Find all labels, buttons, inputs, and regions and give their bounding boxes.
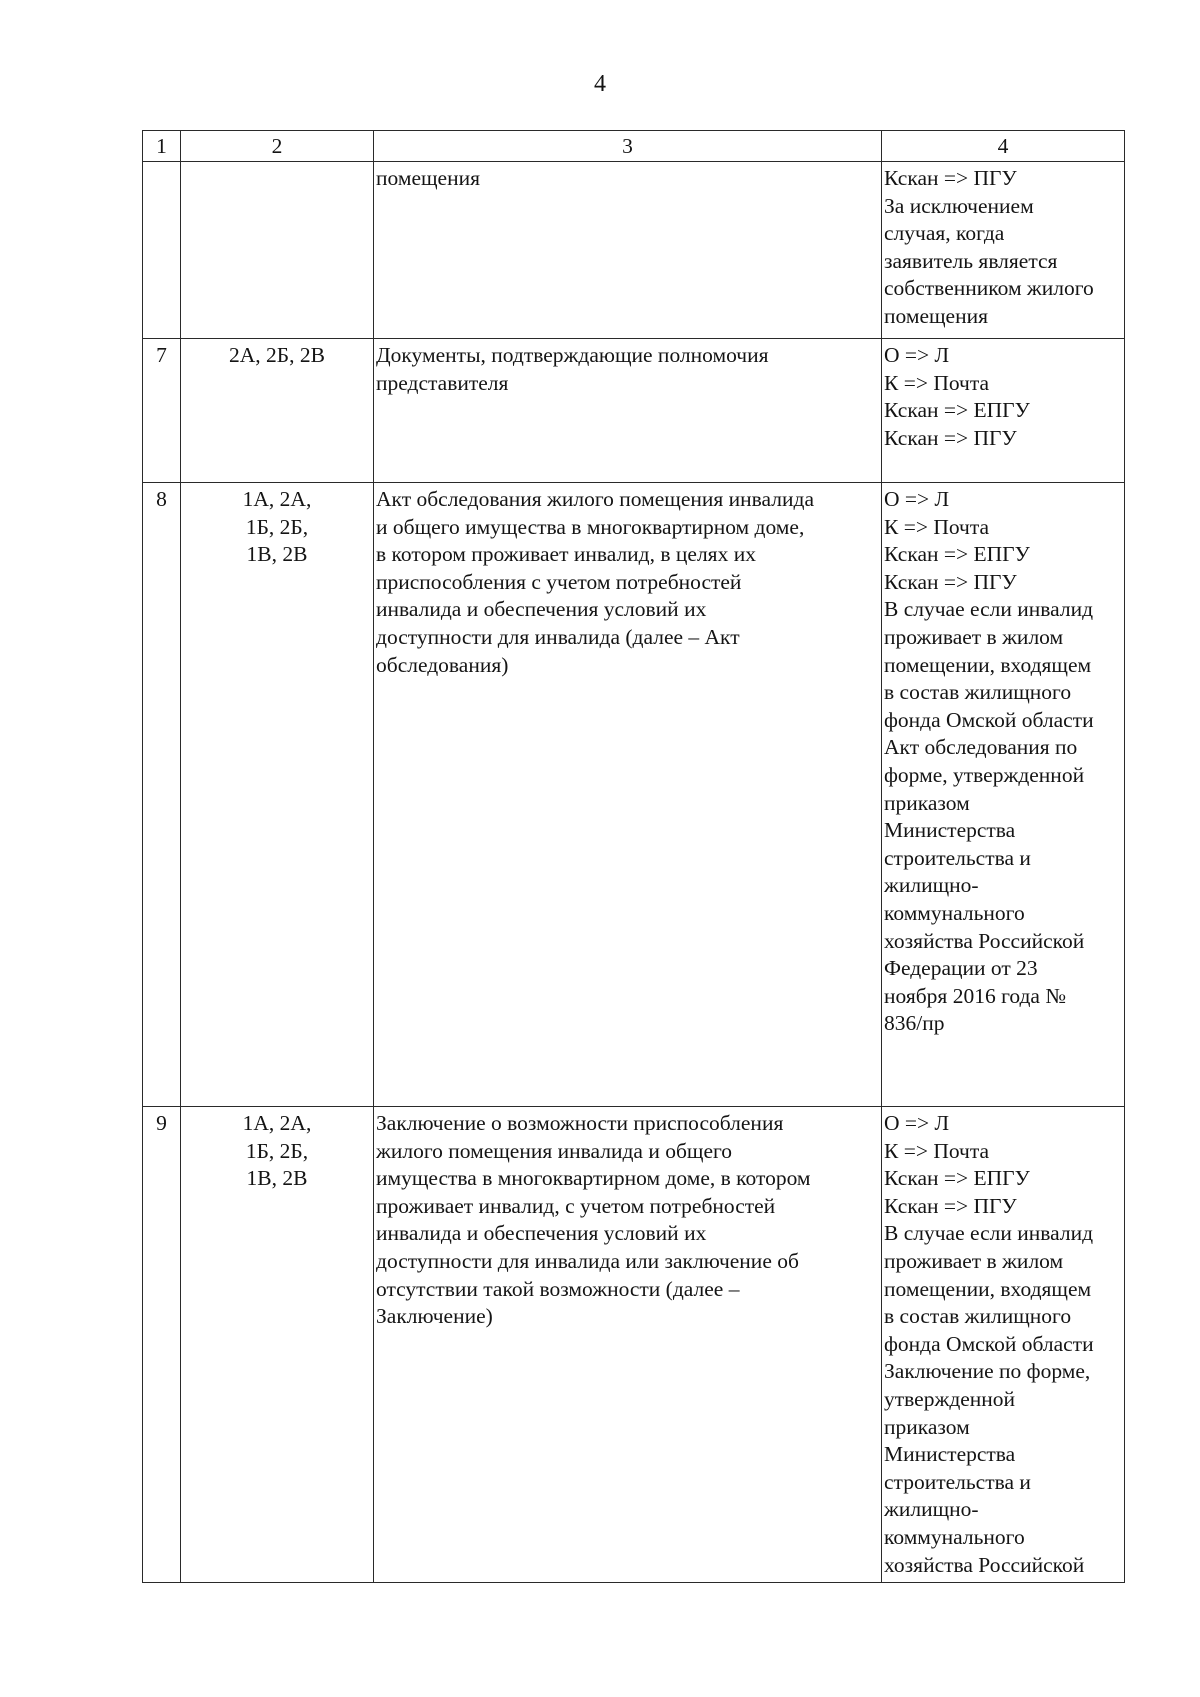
cell-line: 1А, 2А, [242,487,312,511]
table-row [143,339,1125,483]
document-description-cell [374,162,882,339]
submission-methods-cell [882,339,1125,483]
cell-line: в котором проживает инвалид, в целях их [376,542,756,567]
page-number: 4 [594,71,606,97]
cell-line: коммунального [884,1524,1025,1549]
cell-line: коммунального [884,900,1025,925]
cell-line: утвержденной [884,1386,1016,1411]
submission-methods-cell [882,162,1125,339]
cell-line: фонда Омской области [884,707,1094,732]
cell-line: Министерства [884,818,1016,843]
cell-line: К => Почта [884,514,990,539]
cell-line: 1А, 2А, [242,1111,312,1135]
cell-line: проживает в жилом [884,624,1064,649]
submission-methods-cell [882,1107,1125,1583]
header-col-4: 4 [882,131,1125,162]
document-description-cell [374,1107,882,1583]
cell-line: Министерства [884,1442,1016,1467]
cell-line: жилого помещения инвалида и общего [376,1138,733,1163]
cell-line: обследования) [376,652,509,677]
applicant-codes-cell [181,1107,374,1583]
cell-line: Кскан => ЕПГУ [884,542,1030,567]
cell-line: ноября 2016 года № [884,983,1066,1008]
cell-line: Акт обследования жилого помещения инвалида [376,487,814,511]
cell-line: фонда Омской области [884,1331,1094,1356]
cell-line: Акт обследования по [884,735,1078,760]
cell-line: Кскан => ЕПГУ [884,398,1030,423]
cell-line: отсутствии такой возможности (далее – [376,1276,740,1301]
row-number-cell: 8 [143,483,181,1107]
cell-line: строительства и [884,845,1031,870]
cell-line: заявитель является [884,248,1058,273]
cell-line: инвалида и обеспечения условий их [376,1221,707,1246]
cell-line: случая, когда [884,221,1005,246]
cell-line: Кскан => ПГУ [884,1193,1017,1218]
cell-line: приказом [884,1414,970,1439]
applicant-codes-cell [181,483,374,1107]
table-row [143,1107,1125,1583]
document-description-cell [374,483,882,1107]
cell-line: Документы, подтверждающие полномочия [376,343,769,367]
cell-line: Заключение по форме, [884,1359,1091,1384]
cell-line: помещении, входящем [884,1276,1092,1301]
row-number-cell: 7 [143,339,181,483]
applicant-codes-cell [181,339,374,483]
cell-line: помещения [884,303,988,328]
cell-line: приспособления с учетом потребностей [376,569,742,594]
table-row [143,162,1125,339]
cell-line: В случае если инвалид [884,1221,1094,1246]
table-header-row [143,131,1125,162]
cell-line: Федерации от 23 [884,956,1038,981]
header-col-2: 2 [181,131,374,162]
cell-line: О => Л [884,1111,950,1135]
cell-line: хозяйства Российской [884,1552,1085,1577]
cell-line: 2А, 2Б, 2В [229,343,325,367]
cell-line: представителя [376,370,509,395]
cell-line: жилищно- [884,1497,979,1522]
cell-line: имущества в многоквартирном доме, в котором [376,1166,811,1191]
applicant-codes-cell [181,162,374,339]
cell-line: В случае если инвалид [884,597,1094,622]
row-number-cell: 9 [143,1107,181,1583]
cell-line: 1Б, 2Б, [245,514,309,539]
cell-line: жилищно- [884,873,979,898]
cell-line: Заключение) [376,1304,493,1329]
submission-methods-cell [882,483,1125,1107]
cell-line: инвалида и обеспечения условий их [376,597,707,622]
cell-line: проживает инвалид, с учетом потребностей [376,1193,776,1218]
header-col-1: 1 [143,131,181,162]
cell-line: К => Почта [884,370,990,395]
cell-line: приказом [884,790,970,815]
cell-line: строительства и [884,1469,1031,1494]
cell-line: форме, утвержденной [884,762,1085,787]
cell-line: О => Л [884,343,950,367]
cell-line: 1В, 2В [246,542,308,567]
table-row [143,483,1125,1107]
cell-line: доступности для инвалида (далее – Акт [376,624,740,649]
row-number-cell [143,162,181,339]
cell-line: в состав жилищного [884,1304,1072,1329]
cell-line: Кскан => ПГУ [884,425,1017,450]
cell-line: Кскан => ПГУ [884,569,1017,594]
cell-line: О => Л [884,487,950,511]
cell-line: 1Б, 2Б, [245,1138,309,1163]
cell-line: 1В, 2В [246,1166,308,1191]
cell-line: 836/пр [884,1011,945,1036]
cell-line: помещения [376,166,480,190]
cell-line: За исключением [884,193,1034,218]
header-col-3: 3 [374,131,882,162]
cell-line: и общего имущества в многоквартирном доме, [376,514,805,539]
cell-line: доступности для инвалида или заключение об [376,1248,799,1273]
cell-line: проживает в жилом [884,1248,1064,1273]
cell-line: в состав жилищного [884,680,1072,705]
cell-line: К => Почта [884,1138,990,1163]
document-description-cell [374,339,882,483]
documents-table [142,130,1125,1583]
cell-line: Кскан => ЕПГУ [884,1166,1030,1191]
cell-line: собственником жилого [884,276,1094,301]
cell-line: помещении, входящем [884,652,1092,677]
cell-line: Кскан => ПГУ [884,166,1017,190]
cell-line: Заключение о возможности приспособления [376,1111,784,1135]
cell-line: хозяйства Российской [884,928,1085,953]
